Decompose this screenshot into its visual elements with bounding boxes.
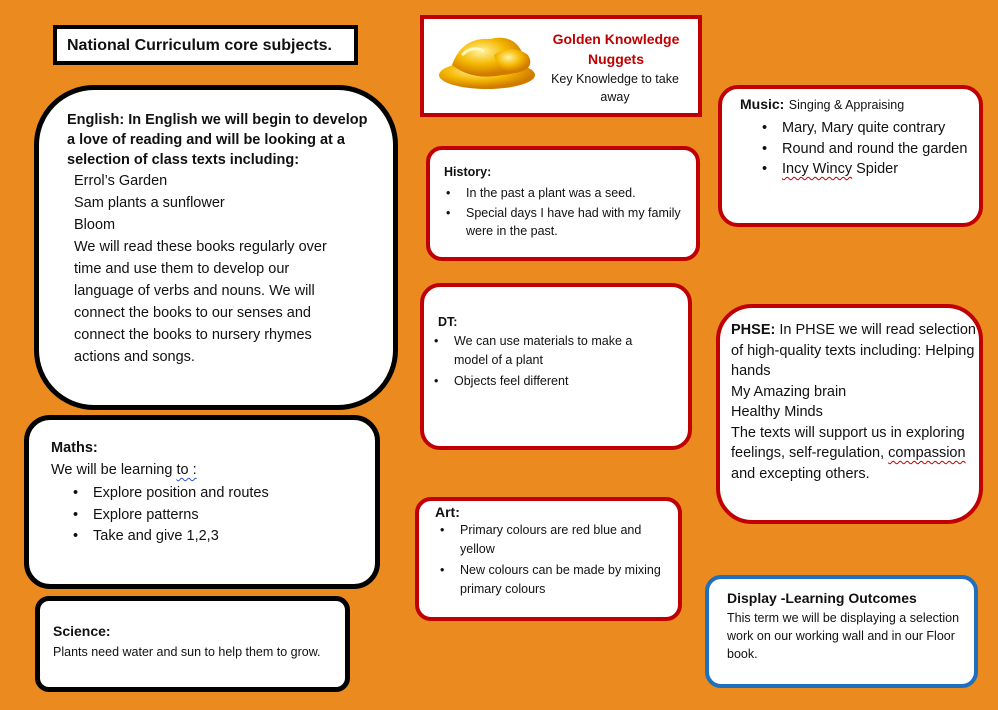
english-box	[34, 85, 398, 410]
art-heading: Art:	[435, 504, 460, 520]
art-list	[460, 521, 675, 599]
curriculum-header	[53, 25, 358, 65]
list-item: • We can use materials to make a model of a plant	[454, 332, 664, 370]
science-heading: Science:	[53, 623, 111, 639]
display-heading: Display -Learning Outcomes	[727, 590, 917, 606]
maths-intro: We will be learning to :	[51, 462, 197, 478]
music-heading: Music: Singing & Appraising	[740, 96, 905, 112]
maths-heading: Maths:	[51, 440, 98, 456]
music-box	[718, 85, 983, 227]
list-item: • Primary colours are red blue and yellow	[460, 521, 675, 559]
art-box	[415, 497, 682, 621]
nuggets-subtitle: Key Knowledge to take away	[551, 72, 679, 104]
history-list	[466, 184, 686, 240]
gold-nuggets-icon	[432, 25, 542, 95]
dt-list	[454, 332, 664, 391]
list-item: • Explore patterns	[93, 505, 269, 527]
list-item: • In the past a plant was a seed.	[466, 184, 686, 202]
list-item: • Objects feel different	[454, 372, 664, 391]
list-item: • New colours can be made by mixing primary colours	[460, 561, 675, 599]
list-item: • Mary, Mary quite contrary	[782, 118, 972, 139]
display-text: This term we will be displaying a selection work on our working wall and in our Floor book.	[727, 611, 960, 661]
english-heading: English: In English we will begin to develop a love of reading and will be looking at a selection of class texts including:	[67, 112, 368, 168]
maths-list	[93, 483, 269, 548]
science-text: Plants need water and sun to help them to grow.	[53, 645, 321, 659]
list-item: • Incy Wincy Spider	[782, 159, 972, 180]
phse-box	[716, 304, 983, 524]
curriculum-title: National Curriculum core subjects.	[67, 37, 332, 54]
list-item: • Round and round the garden	[782, 139, 972, 160]
list-item: • Take and give 1,2,3	[93, 526, 269, 548]
maths-box	[24, 415, 380, 589]
list-item: • Special days I have had with my family were in the past.	[466, 204, 686, 240]
science-box	[35, 596, 350, 692]
dt-box	[420, 283, 692, 450]
display-box	[705, 575, 978, 688]
english-body: Errol’s Garden Sam plants a sunflower Bloom We will read these books regularly over time and use them to develop our language of verbs and nouns. We will connect the books to our senses and connect the books to nursery rhymes actions and songs.	[74, 173, 327, 365]
nuggets-title: Golden Knowledge Nuggets	[552, 31, 680, 67]
phse-text: PHSE: In PHSE we will read selection of high-quality texts including: Helping hands My Amazing brain Healthy Minds The texts will support us in exploring feelings, self-regulation, compassion and excepting others.	[731, 322, 976, 482]
list-item: • Explore position and routes	[93, 483, 269, 505]
music-list	[782, 118, 972, 180]
golden-nuggets-box	[420, 15, 702, 117]
history-box	[426, 146, 700, 261]
dt-heading: DT:	[438, 315, 458, 329]
history-heading: History:	[444, 165, 492, 179]
